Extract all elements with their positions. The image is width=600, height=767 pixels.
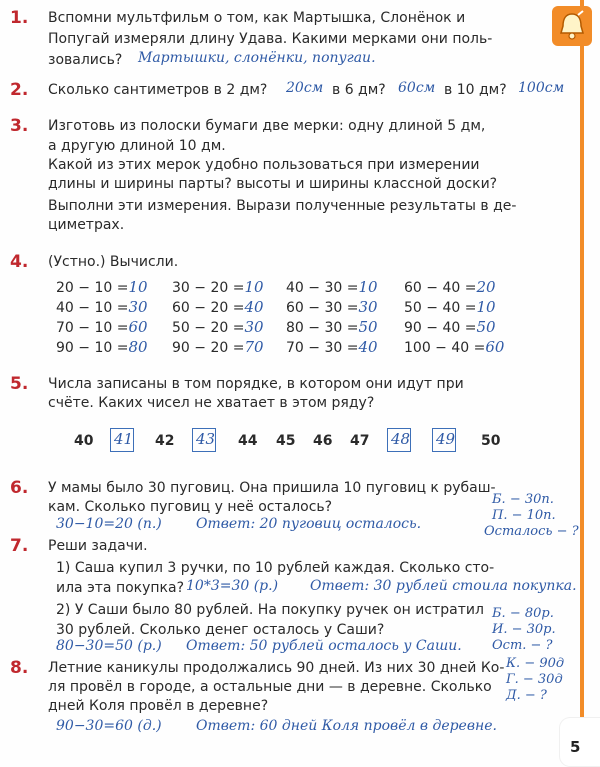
task-8-note-3: Д. − ? <box>506 688 547 703</box>
task-7-p1-line-1: 1) Саша купил 3 ручки, по 10 рублей каждая. Сколько сто- <box>56 560 495 576</box>
calc-item <box>404 318 496 336</box>
calc-item <box>286 338 378 356</box>
task-8-line-3: дней Коля провёл в деревне? <box>48 698 269 714</box>
calc-item <box>404 278 496 296</box>
task-7-p2-line-2: 30 рублей. Сколько денег осталось у Саши? <box>56 622 385 638</box>
sequence-number: 45 <box>276 433 296 449</box>
calc-answer: 50 <box>476 318 496 336</box>
task-5-line-2: счёте. Каких чисел не хватает в этом ряду? <box>48 395 375 411</box>
task-7-note-3: Ост. − ? <box>492 638 553 653</box>
task-7-p2-solution: 80−30=50 (р.) <box>56 638 162 654</box>
task-1-line-1: Вспомни мультфильм о том, как Мартышка, Слонёнок и <box>48 10 466 26</box>
calc-item <box>56 318 148 336</box>
calc-answer: 40 <box>358 338 378 356</box>
calc-expression: 90 − 40 = <box>404 320 477 336</box>
task-7-p1-solution: 10*3=30 (р.) <box>186 578 279 594</box>
bell-icon <box>552 6 592 46</box>
calc-answer: 30 <box>358 298 378 316</box>
sequence-answer: 48 <box>391 430 411 448</box>
calc-expression: 90 − 20 = <box>172 340 245 356</box>
calc-answer: 80 <box>128 338 148 356</box>
task-5-number: 5. <box>10 374 29 394</box>
task-8-line-1: Летние каникулы продолжались 90 дней. Из них 30 дней Ко- <box>48 660 505 676</box>
sequence-answer: 41 <box>114 430 134 448</box>
task-5-line-1: Числа записаны в том порядке, в котором они идут при <box>48 376 464 392</box>
sequence-answer: 43 <box>196 430 216 448</box>
sequence-number: 44 <box>238 433 258 449</box>
sequence-number: 42 <box>155 433 175 449</box>
task-1-line-3: зовались? <box>48 52 123 68</box>
sequence-number: 47 <box>350 433 370 449</box>
page-number: 5 <box>570 738 581 756</box>
task-6-note-1: Б. − 30п. <box>492 492 554 507</box>
task-8-line-2: ля провёл в городе, а остальные дни — в деревне. Сколько <box>48 679 492 695</box>
task-8-number: 8. <box>10 658 29 678</box>
task-6-line-2: кам. Сколько пуговиц у неё осталось? <box>48 499 333 515</box>
calc-item <box>56 338 148 356</box>
task-8-note-2: Г. − 30д <box>506 672 563 687</box>
calc-expression: 40 − 30 = <box>286 280 359 296</box>
calc-expression: 100 − 40 = <box>404 340 486 356</box>
task-3-line-2: а другую длиной 10 дм. <box>48 138 226 154</box>
task-7-title: Реши задачи. <box>48 538 148 554</box>
calc-expression: 60 − 40 = <box>404 280 477 296</box>
calc-expression: 30 − 20 = <box>172 280 245 296</box>
calc-expression: 70 − 10 = <box>56 320 129 336</box>
task-8-solution: 90−30=60 (д.) <box>56 718 162 734</box>
task-7-note-1: Б. − 80р. <box>492 606 554 621</box>
calc-item <box>172 278 264 296</box>
task-2-text-c: в 10 дм? <box>444 82 507 98</box>
task-6-solution: 30−10=20 (п.) <box>56 516 162 532</box>
calc-item <box>286 318 378 336</box>
sequence-number: 40 <box>74 433 94 449</box>
sequence-number: 46 <box>313 433 333 449</box>
task-8-note-1: К. − 90д <box>506 656 565 671</box>
calc-item <box>56 278 148 296</box>
task-3-line-1: Изготовь из полоски бумаги две мерки: одну длиной 5 дм, <box>48 118 486 134</box>
task-7-p2-line-1: 2) У Саши было 80 рублей. На покупку ручек он истратил <box>56 602 484 618</box>
task-2-number: 2. <box>10 80 29 100</box>
task-2-answer-a: 20см <box>286 80 324 96</box>
task-7-p2-answer: Ответ: 50 рублей осталось у Саши. <box>186 638 462 654</box>
calc-item <box>56 298 148 316</box>
calc-answer: 70 <box>244 338 264 356</box>
calc-answer: 20 <box>476 278 496 296</box>
task-3-line-5: Выполни эти измерения. Вырази полученные результаты в де- <box>48 198 517 214</box>
calc-item <box>172 338 264 356</box>
calc-item <box>172 318 264 336</box>
task-3-number: 3. <box>10 116 29 136</box>
calc-answer: 30 <box>244 318 264 336</box>
task-4-title: (Устно.) Вычисли. <box>48 254 179 270</box>
calc-answer: 10 <box>244 278 264 296</box>
calc-item <box>172 298 264 316</box>
task-2-answer-b: 60см <box>398 80 436 96</box>
task-4-number: 4. <box>10 252 29 272</box>
calc-answer: 50 <box>358 318 378 336</box>
task-7-p1-answer: Ответ: 30 рублей стоила покупка. <box>310 578 577 594</box>
task-2-text-a: Сколько сантиметров в 2 дм? <box>48 82 268 98</box>
calc-item <box>286 278 378 296</box>
calc-expression: 40 − 10 = <box>56 300 129 316</box>
calc-expression: 50 − 40 = <box>404 300 477 316</box>
calc-expression: 70 − 30 = <box>286 340 359 356</box>
calc-answer: 60 <box>128 318 148 336</box>
task-1-answer: Мартышки, слонёнки, попугаи. <box>138 50 376 66</box>
task-3-line-3: Какой из этих мерок удобно пользоваться при измерении <box>48 157 480 173</box>
calc-item <box>404 298 496 316</box>
calc-answer: 10 <box>128 278 148 296</box>
calc-answer: 40 <box>244 298 264 316</box>
task-7-number: 7. <box>10 536 29 556</box>
task-3-line-6: циметрах. <box>48 217 125 233</box>
task-1-number: 1. <box>10 8 29 28</box>
task-7-p1-line-2: ила эта покупка? <box>56 580 185 596</box>
sequence-answer: 49 <box>436 430 456 448</box>
sequence-number: 50 <box>481 433 501 449</box>
calc-answer: 10 <box>358 278 378 296</box>
calc-expression: 60 − 30 = <box>286 300 359 316</box>
bell-icon-box <box>552 6 592 46</box>
page-border-line <box>580 0 584 767</box>
task-8-answer: Ответ: 60 дней Коля провёл в деревне. <box>196 718 497 734</box>
calc-expression: 60 − 20 = <box>172 300 245 316</box>
task-6-number: 6. <box>10 478 29 498</box>
task-6-answer: Ответ: 20 пуговиц осталось. <box>196 516 422 532</box>
calc-answer: 30 <box>128 298 148 316</box>
calc-answer: 10 <box>476 298 496 316</box>
calc-expression: 80 − 30 = <box>286 320 359 336</box>
task-2-text-b: в 6 дм? <box>332 82 386 98</box>
task-6-note-2: П. − 10п. <box>492 508 556 523</box>
task-7-note-2: И. − 30р. <box>492 622 556 637</box>
task-2-answer-c: 100см <box>518 80 565 96</box>
calc-item <box>404 338 504 356</box>
task-6-line-1: У мамы было 30 пуговиц. Она пришила 10 пуговиц к рубаш- <box>48 480 496 496</box>
task-6-note-3: Осталось − ? <box>484 524 579 539</box>
calc-expression: 20 − 10 = <box>56 280 129 296</box>
task-3-line-4: длины и ширины парты? высоты и ширины классной доски? <box>48 176 498 192</box>
calc-expression: 50 − 20 = <box>172 320 245 336</box>
task-1-line-2: Попугай измеряли длину Удава. Какими мерками они поль- <box>48 31 493 47</box>
calc-answer: 60 <box>485 338 505 356</box>
calc-item <box>286 298 378 316</box>
calc-expression: 90 − 10 = <box>56 340 129 356</box>
